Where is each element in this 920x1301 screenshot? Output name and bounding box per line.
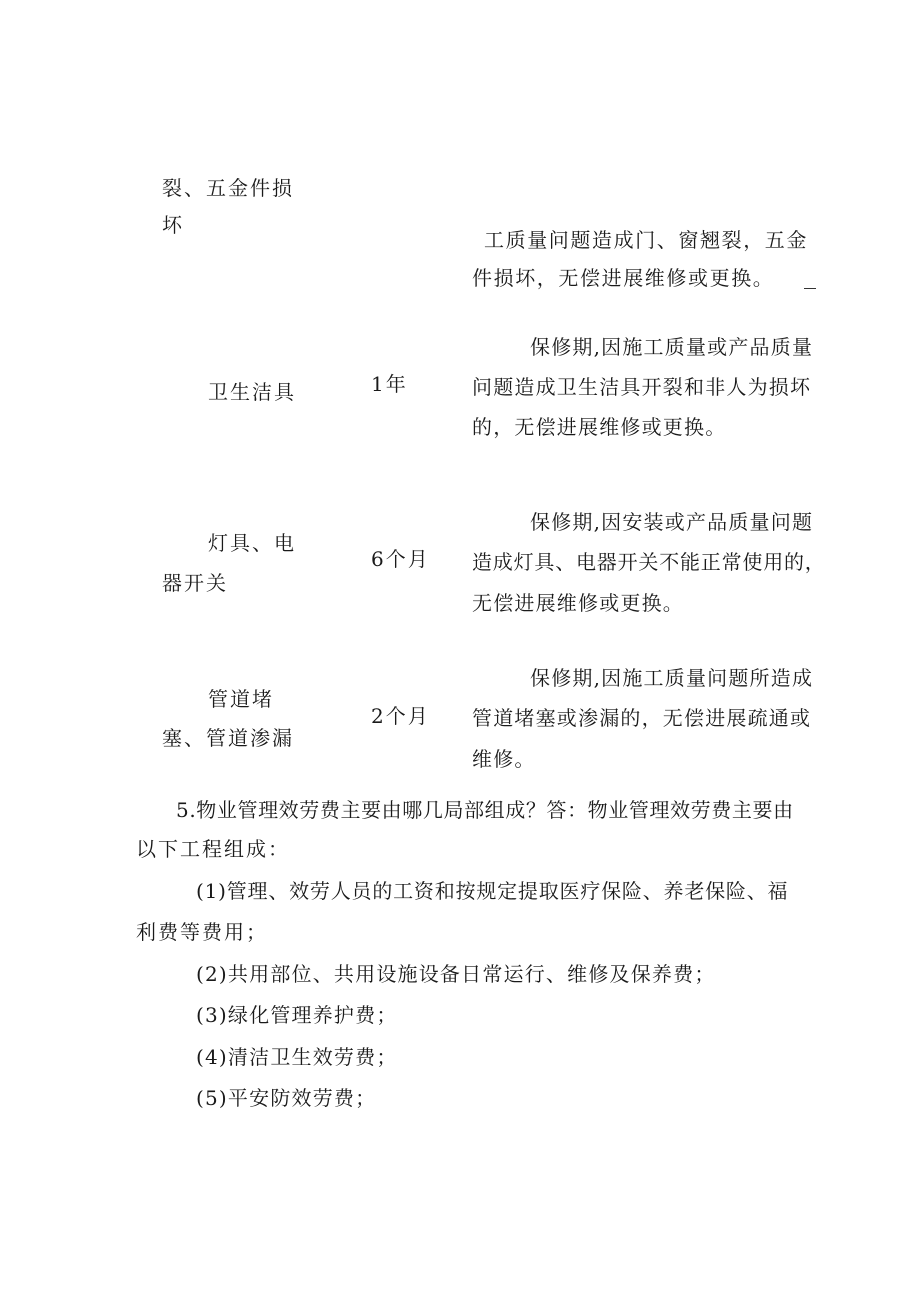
question5-line1: 5.物业管理效劳费主要由哪几局部组成？答：物业管理效劳费主要由 (176, 798, 794, 822)
row3-item-line2: 塞、管道渗漏 (162, 726, 294, 750)
row0-item-line1: 裂、五金件损 (162, 176, 294, 200)
row1-item-line1: 卫生洁具 (208, 380, 296, 404)
row3-item-line1: 管道堵 (208, 687, 274, 711)
row0-desc-line1: 工质量问题造成门、窗翘裂，五金 (484, 228, 808, 252)
row2-desc-line1: 保修期,因安装或产品质量问题 (530, 510, 814, 534)
row2-desc-line3: 无偿进展维修或更换。 (472, 591, 684, 615)
row2-period: 6个月 (371, 547, 430, 571)
row1-desc-line1: 保修期,因施工质量或产品质量 (530, 335, 814, 359)
list-item-1-line1: (1)管理、效劳人员的工资和按规定提取医疗保险、养老保险、福 (196, 879, 789, 903)
row3-desc-line1: 保修期,因施工质量问题所造成 (530, 666, 814, 690)
list-item-5: (5)平安防效劳费； (196, 1086, 377, 1110)
list-item-1-line2: 利费等费用； (136, 920, 268, 944)
row3-desc-line2: 管道堵塞或渗漏的，无偿进展疏通或 (472, 706, 812, 730)
list-item-3: (3)绿化管理养护费； (196, 1003, 398, 1027)
row0-item-line2: 坏 (162, 213, 184, 237)
row1-desc-line2: 问题造成卫生洁具开裂和非人为损坏 (472, 375, 812, 399)
row0-dash (804, 288, 816, 289)
list-item-2: (2)共用部位、共用设施设备日常运行、维修及保养费； (196, 962, 716, 986)
row3-period: 2个月 (371, 704, 430, 728)
row3-desc-line3: 维修。 (472, 747, 536, 771)
row2-item-line1: 灯具、电 (208, 531, 296, 555)
row1-desc-line3: 的，无偿进展维修或更换。 (472, 415, 727, 439)
row0-desc-line2: 件损坏，无偿进展维修或更换。 (472, 266, 775, 290)
question5-line2: 以下工程组成： (136, 837, 290, 861)
row2-item-line2: 器开关 (162, 571, 228, 595)
row1-period: 1年 (371, 372, 408, 396)
list-item-4: (4)清洁卫生效劳费； (196, 1045, 398, 1069)
row2-desc-line2: 造成灯具、电器开关不能正常使用的， (472, 550, 826, 574)
